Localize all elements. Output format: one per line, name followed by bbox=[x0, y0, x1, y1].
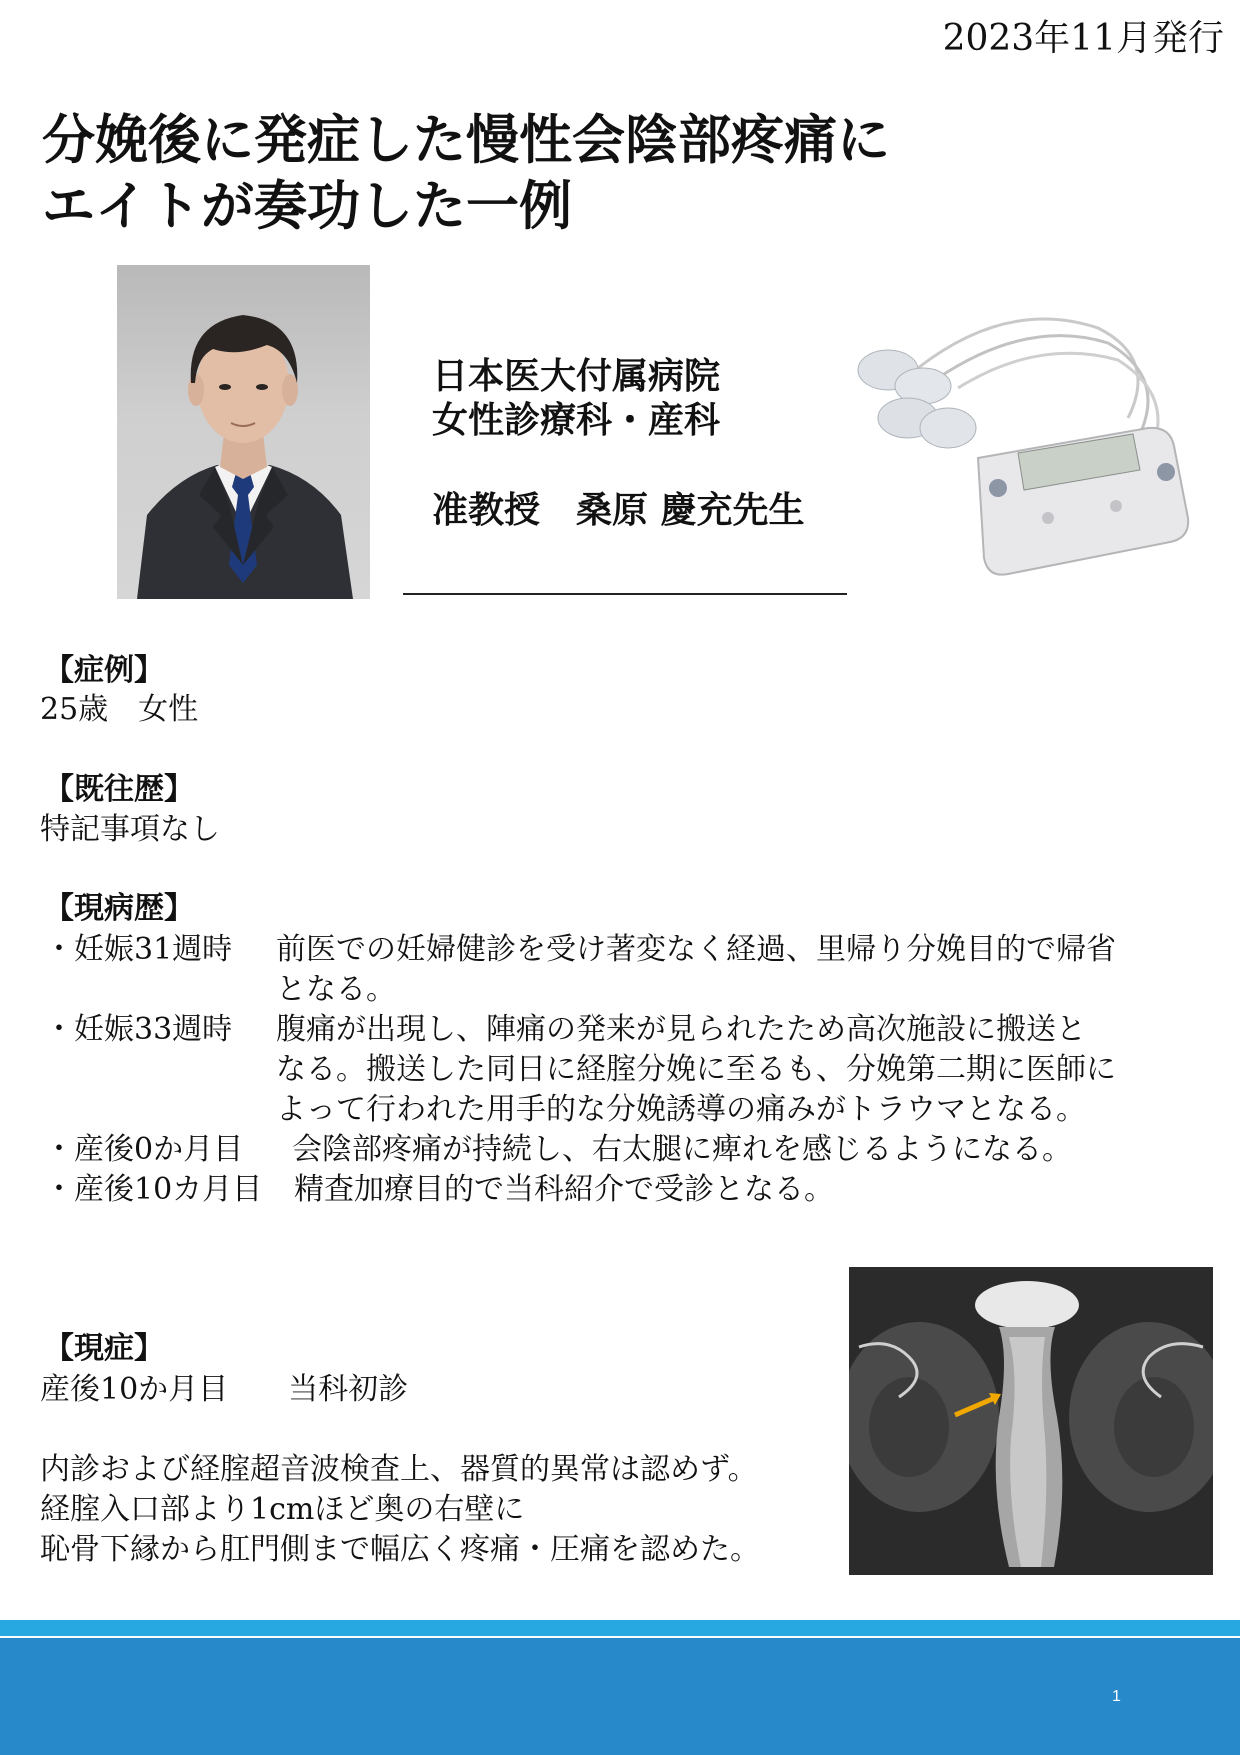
findings-line: 恥骨下縁から肛門側まで幅広く疼痛・圧痛を認めた。 bbox=[40, 1532, 760, 1567]
present-history-heading: 【現病歴】 bbox=[44, 891, 194, 926]
history-entry-line: 精査加療目的で当科紹介で受診となる。 bbox=[294, 1172, 834, 1207]
publication-date: 2023年11月発行 bbox=[942, 18, 1224, 59]
title-line-2: エイトが奏功した一例 bbox=[42, 176, 572, 237]
history-entry-label: ・産後10カ月目 bbox=[44, 1172, 263, 1207]
history-entry-label: ・妊娠31週時 bbox=[44, 932, 233, 967]
case-body: 25歳 女性 bbox=[40, 692, 199, 727]
history-entry-label: ・産後0か月目 bbox=[44, 1132, 244, 1167]
history-entry-line: 会陰部疼痛が持続し、右太腿に痺れを感じるようになる。 bbox=[292, 1132, 1072, 1167]
footer-band bbox=[0, 1638, 1240, 1755]
department-name: 女性診療科・産科 bbox=[432, 400, 721, 441]
author-portrait-photo bbox=[117, 265, 370, 599]
history-entry-line: よって行われた用手的な分娩誘導の痛みがトラウマとなる。 bbox=[276, 1092, 1086, 1127]
tens-device-photo bbox=[848, 288, 1208, 593]
footer-band-light bbox=[0, 1620, 1240, 1636]
history-entry-label: ・妊娠33週時 bbox=[44, 1012, 233, 1047]
author-affiliation bbox=[432, 355, 805, 533]
title-line-1: 分娩後に発症した慢性会陰部疼痛に bbox=[42, 110, 890, 171]
past-history-body: 特記事項なし bbox=[40, 812, 220, 847]
history-entry-line: なる。搬送した同日に経腟分娩に至るも、分娩第二期に医師に bbox=[276, 1052, 1116, 1087]
history-entry bbox=[44, 1010, 1224, 1130]
first-visit-text: 産後10か月目 当科初診 bbox=[40, 1372, 409, 1407]
author-name: 准教授 桑原 慶充先生 bbox=[432, 490, 805, 531]
history-entry bbox=[44, 1170, 1224, 1210]
divider-line bbox=[403, 593, 847, 595]
history-entry bbox=[44, 930, 1224, 1010]
findings-line: 内診および経腟超音波検査上、器質的異常は認めず。 bbox=[40, 1452, 758, 1487]
present-symptoms-heading: 【現症】 bbox=[44, 1331, 164, 1366]
case-heading: 【症例】 bbox=[44, 653, 164, 688]
page-title bbox=[42, 108, 890, 240]
history-entry-line: となる。 bbox=[276, 972, 396, 1007]
mri-scan-image bbox=[849, 1267, 1213, 1575]
history-entry-line: 腹痛が出現し、陣痛の発来が見られたため高次施設に搬送と bbox=[276, 1012, 1086, 1047]
history-entry bbox=[44, 1130, 1224, 1170]
findings-line: 経腟入口部より1cmほど奥の右壁に bbox=[40, 1492, 525, 1527]
hospital-name: 日本医大付属病院 bbox=[432, 356, 721, 397]
past-history-heading: 【既往歴】 bbox=[44, 772, 194, 807]
history-entry-line: 前医での妊婦健診を受け著変なく経過、里帰り分娩目的で帰省 bbox=[276, 932, 1116, 967]
page-number: 1 bbox=[1112, 1688, 1121, 1705]
